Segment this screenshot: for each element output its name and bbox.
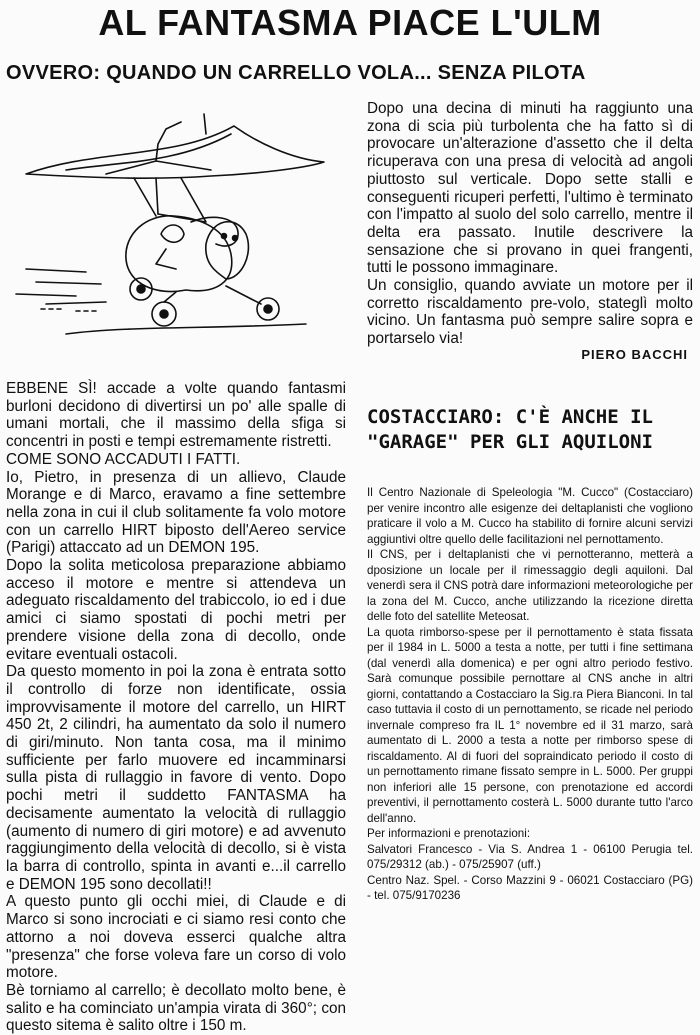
left-column [6,380,346,1035]
glider-wing-icon [26,126,324,178]
paragraph: Da questo momento in poi la zona è entrata sotto il controllo di forze non identificate, ossia improvvisamente il motore del carrello, un HIRT 450 2t, 2 cilindri, ha aumentato da solo il numero di giri/minuto. Non tanta cosa, ma il minimo sufficiente per farlo muovere ed incamminarsi sulla pista di rullaggio in favore di vento. Dopo pochi metri il suddetto FANTASMA ha decisamente aumentato la velocità di rullaggio (aumento di numero di giri motore) e ad avvenuto raggiungimento della velocità di decollo, si è vista la barra di controllo, spinta in avanti e...il carrello e DEMON 195 sono decollati!! [6,663,346,893]
article-subtitle: OVVERO: QUANDO UN CARRELLO VOLA... SENZA PILOTA [6,62,586,84]
contact-line: Salvatori Francesco - Via S. Andrea 1 - 06100 Perugia tel. 075/29312 (ab.) - 075/25907 (uff.) [367,842,693,871]
contact-heading: Per informazioni e prenotazioni: [367,827,531,840]
ghost-icon [206,222,249,279]
paragraph: La quota rimborso-spese per il pernottamento è stata fissata per il 1984 in L. 5000 a testa a notte, per tutti i fine settimana (dal venerdì alla domenica) e per ogni altro periodo festivo. Sarà comunque possibile pernottare al CNS anche in altri giorni, contattando a Costacciaro la Sig.ra Piera Bianconi. In tal caso tuttavia il costo di un pernottamento, se ricade nel periodo invernale compreso fra IL 1° novembre ed il 31 marzo, sarà aumentato di L. 2000 a testa a notte per rimborso spese di riscaldamento. Al di fuori del sopraindicato periodo il costo di un pernottamento rimane fissato sempre in L. 5000. Per gruppi non inferiori alle 15 persone, con prenotazione ed accordi preventivi, il pernottamento costerà L. 5000 durante tutto l'arco dell'anno. [367,625,693,825]
paragraph: Dopo la solita meticolosa preparazione abbiamo acceso il motore e mentre si attendeva un adeguato riscaldamento del trabiccolo, io ed i due amici ci siamo spostati di pochi metri per prendere visione della zona di decollo, onde evitare eventuali ostacoli. [6,557,346,663]
right-column [367,100,693,348]
author-byline: PIERO BACCHI [581,347,688,362]
contact-line: Centro Naz. Spel. - Corso Mazzini 9 - 06021 Costacciaro (PG) - tel. 075/9170236 [367,873,693,902]
second-article-title: COSTACCIARO: C'È ANCHE IL "GARAGE" PER GLI AQUILONI [367,406,653,453]
paragraph: Un consiglio, quando avviate un motore per il corretto riscaldamento pre-volo, stateglì molto vicino. Un fantasma può sempre salire sopra e portarselo via! [367,277,693,348]
second-article-body [367,485,693,904]
article-title: AL FANTASMA PIACE L'ULM [98,2,602,43]
paragraph: Il CNS, per i deltaplanisti che vi pernotteranno, metterà a dposizione un locale per il rimessaggio degli aquiloni. Dal venerdì sera il CNS potrà dare informazioni meteorologiche per la zona del M. Cucco, anche utilizzando la ricezione diretta delle foto del satellite Meteosat. [367,548,693,623]
paragraph: Io, Pietro, in presenza di un allievo, Claude Morange e di Marco, eravamo a fine settembre nella zona in cui il club solitamente fa volo motore con un carrello HIRT biposto dell'Aereo service (Parigi) attaccato ad un DEMON 195. [6,468,346,557]
paragraph: Dopo una decina di minuti ha raggiunto una zona di scia più turbolenta che ha fatto sì di provocare un'alterazione d'assetto che il delta ricuperava con una presa di velocità ad angoli piuttosto sul verticale. Dopo sette stalli e conseguenti ricuperi perfetti, l'ultimo è terminato con l'impatto al suolo del solo carrello, mentre il delta era passato. Inutile descrivere la sensazione che si provano in quei frangenti, tutti le possono immaginare. [367,100,693,277]
section-heading: COME SONO ACCADUTI I FATTI. [6,450,241,468]
paragraph: EBBENE SÌ! accade a volte quando fantasmi burloni decidono di divertirsi un po' alle spalle di umani mortali, che il massimo della sfiga si concentri in posti e tempi estremamente ristretti. [6,380,346,451]
cartoon-illustration [6,104,356,364]
paragraph: Bè torniamo al carrello; è decollato molto bene, è salito e ha cominciato un'ampia virata di 360°; con questo sitema è salito oltre i 150 m. [6,981,346,1035]
paragraph: A questo punto gli occhi miei, di Claude e di Marco si sono incrociati e ci siamo resi conto che attorno a noi doveva esserci qualche altra "presenza" che forse voleva fare un corso di volo motore. [6,893,346,982]
paragraph: Il Centro Nazionale di Speleologia "M. Cucco" (Costacciaro) per venire incontro alle esigenze dei deltaplanisti che vogliono praticare il volo a M. Cucco ha stabilito di fornire alcuni servizi aggiuntivi oltre quello delle facilitazioni nel pernottamento. [367,486,693,546]
